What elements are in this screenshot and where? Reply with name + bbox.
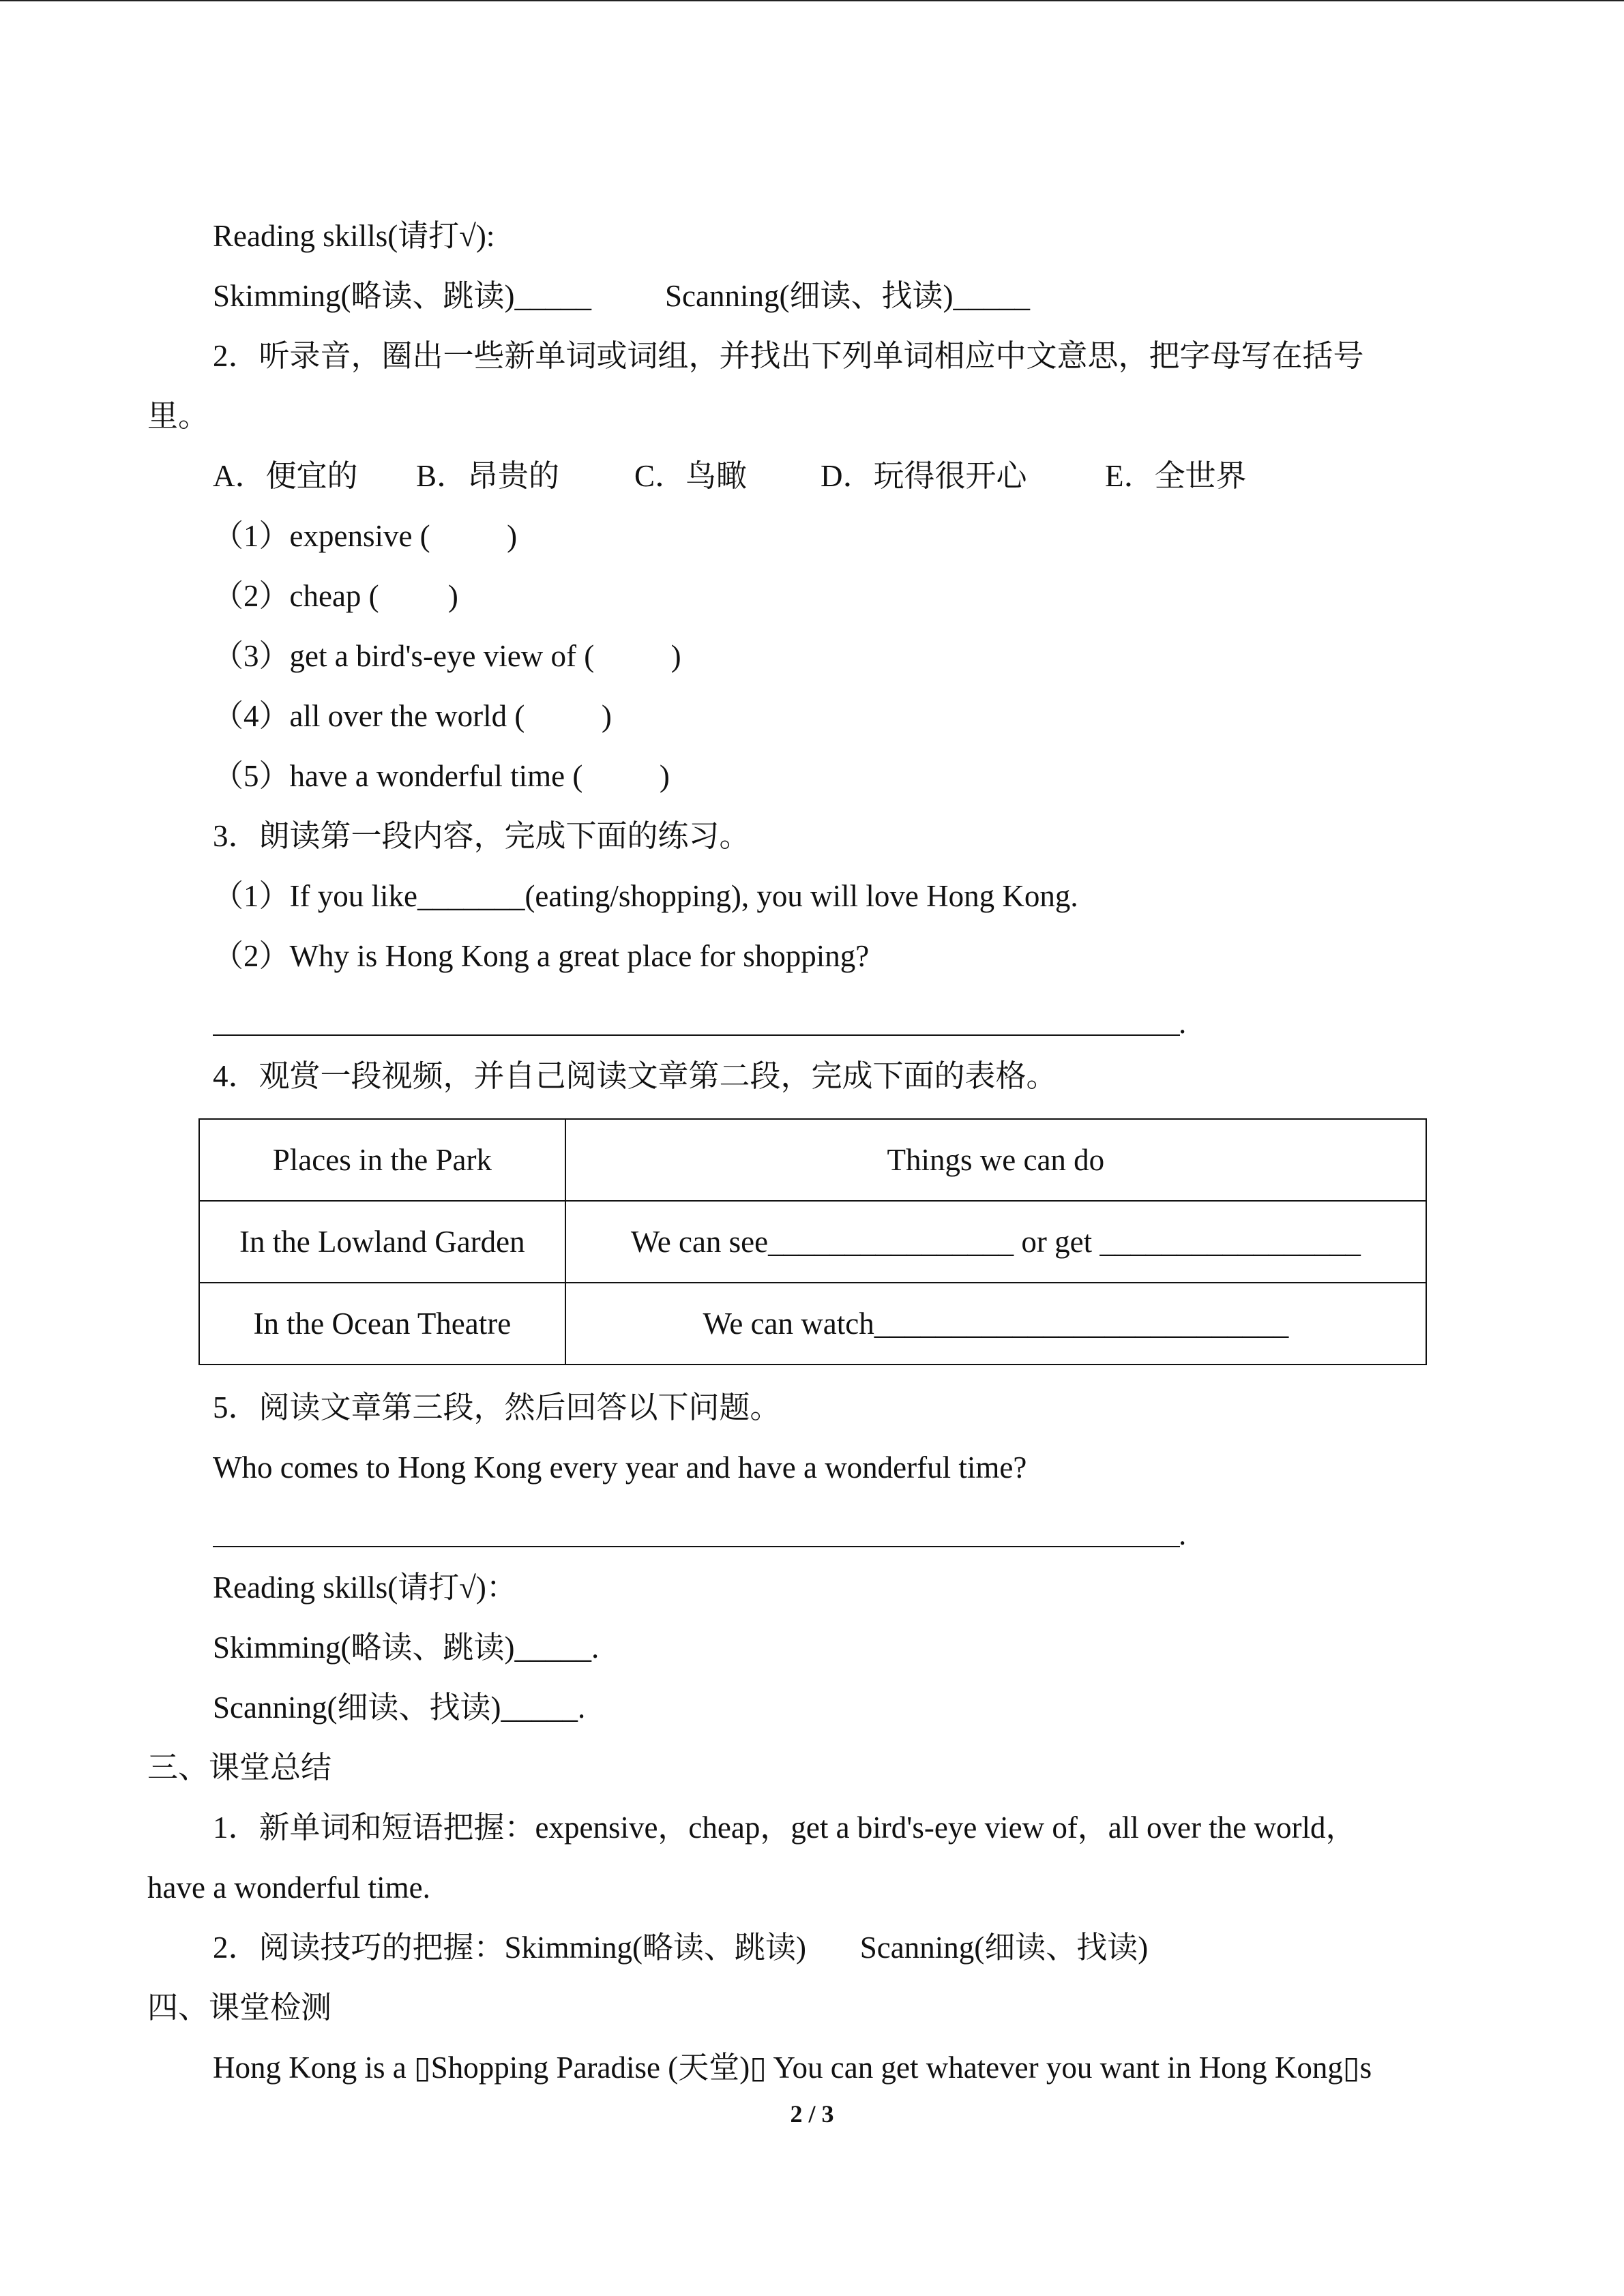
option-b: B．昂贵的	[416, 459, 560, 493]
table-header-cell: Things we can do	[565, 1119, 1426, 1201]
vocab-item-3: （3）get a bird's-eye view of ( )	[213, 639, 681, 673]
reading-skills-heading-2: Reading skills(请打√)：	[213, 1570, 517, 1605]
task3-question-2: （2）Why is Hong Kong a great place for shopping?	[213, 939, 870, 973]
table-cell-place: In the Ocean Theatre	[199, 1283, 565, 1365]
table-cell-place: In the Lowland Garden	[199, 1201, 565, 1283]
scanning-option-2: Scanning(细读、找读)_____.	[213, 1690, 586, 1725]
table-row	[199, 1201, 1426, 1283]
option-e: E．全世界	[1105, 459, 1247, 493]
vocab-item-4: （4）all over the world ( )	[213, 699, 612, 733]
task3-prompt: 3．朗读第一段内容，完成下面的练习。	[213, 819, 750, 853]
option-d: D．玩得很开心	[821, 459, 1027, 493]
summary-item-2: 2．阅读技巧的把握：Skimming(略读、跳读) Scanning(细读、找读)	[213, 1930, 1149, 1965]
task4-prompt: 4．观赏一段视频，并自己阅读文章第二段，完成下面的表格。	[213, 1059, 1057, 1093]
option-c: C．鸟瞰	[634, 459, 748, 493]
vocab-item-2: （2）cheap ( )	[213, 579, 458, 613]
summary-item-1-cont: have a wonderful time.	[147, 1870, 430, 1905]
places-table	[198, 1118, 1427, 1365]
summary-item-1: 1．新单词和短语把握：expensive，cheap，get a bird's-eye view of，all over the world，	[213, 1810, 1357, 1845]
skimming-option: Skimming(略读、跳读)_____	[213, 279, 592, 313]
top-border	[0, 0, 1624, 1]
skimming-option-2: Skimming(略读、跳读)_____.	[213, 1630, 600, 1665]
task3-answer-period: .	[1179, 1006, 1187, 1040]
table-cell-activity: We can see________________ or get _________________	[565, 1201, 1426, 1283]
vocab-item-5: （5）have a wonderful time ( )	[213, 759, 670, 793]
table-cell-activity: We can watch___________________________	[565, 1283, 1426, 1365]
task5-answer-line	[213, 1546, 1180, 1547]
task5-prompt: 5．阅读文章第三段，然后回答以下问题。	[213, 1390, 781, 1425]
vocab-item-1: （1）expensive ( )	[213, 519, 518, 553]
reading-skills-heading: Reading skills(请打√):	[213, 219, 495, 253]
task2-prompt-cont: 里。	[147, 399, 209, 433]
section3-title: 三、课堂总结	[147, 1750, 332, 1785]
scanning-option: Scanning(细读、找读)_____	[665, 279, 1030, 313]
section4-title: 四、课堂检测	[147, 1991, 332, 2025]
task3-question-1: （1）If you like_______(eating/shopping), you will love Hong Kong.	[213, 879, 1078, 913]
option-a: A．便宜的	[213, 459, 358, 493]
table-header-row	[199, 1119, 1426, 1201]
page-number: 2 / 3	[790, 2100, 834, 2128]
task3-answer-line	[213, 1034, 1180, 1036]
table-header-cell: Places in the Park	[199, 1119, 565, 1201]
task2-prompt: 2．听录音，圈出一些新单词或词组，并找出下列单词相应中文意思，把字母写在括号	[213, 339, 1364, 373]
table-row	[199, 1283, 1426, 1365]
task5-answer-period: .	[1179, 1517, 1187, 1551]
task5-question: Who comes to Hong Kong every year and have a wonderful time?	[213, 1450, 1027, 1485]
section4-passage: Hong Kong is a ▯Shopping Paradise (天堂)▯ You can get whatever you want in Hong Kong▯s	[213, 2051, 1372, 2085]
